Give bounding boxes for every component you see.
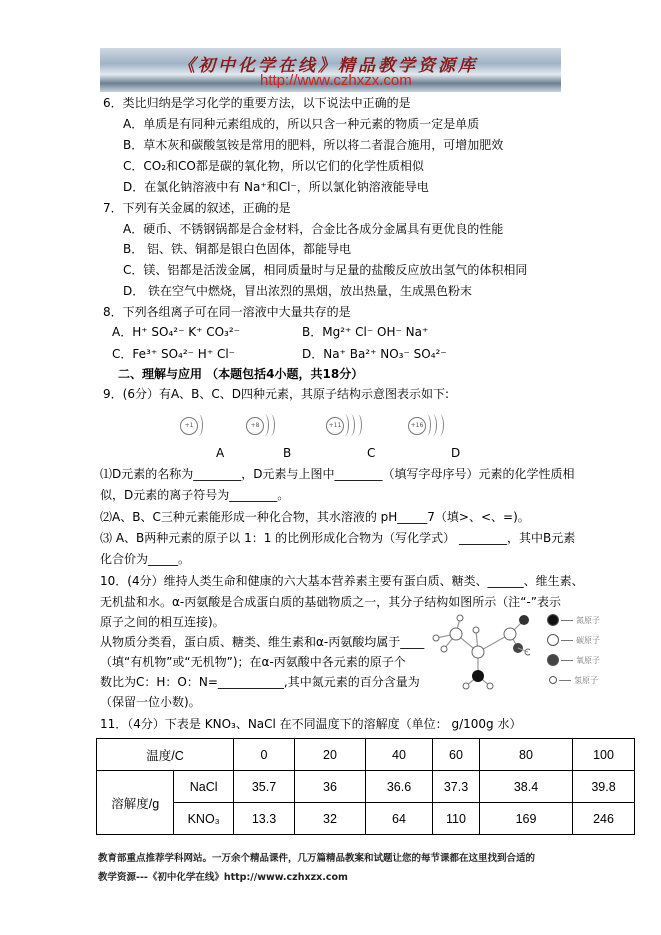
q8-option-d: D．Na⁺ Ba²⁺ NO₃⁻ SO₄²⁻ [302,347,447,361]
table-cell: 35.7 [234,771,295,803]
banner-url[interactable]: http://www.czhxzx.com [260,72,412,89]
q8-option-a: A．H⁺ SO₄²⁻ K⁺ CO₃²⁻ [112,325,241,339]
table-cell: 64 [366,803,433,835]
q7-option-b: B． 铝、铁、铜都是银白色固体，都能导电 [123,242,352,256]
q11-stem: 11．（4分）下表是 KNO₃、NaCl 在不同温度下的溶解度（单位： g/100g 水） [100,717,522,731]
table-cell: 36.6 [366,771,433,803]
q8-stem: 8．下列各组离子可在同一溶液中大量共存的是 [103,305,351,319]
table-header-row [97,739,635,771]
q9-part3-line1: ⑶ A、B两种元素的原子以 1：1 的比例形成化合物为（写化学式） ________，其中B元素 [100,531,576,545]
q9-part3-line2: 化合价为_____。 [100,552,191,566]
footer-line2[interactable]: 教学资源---《初中化学在线》http://www.czhxzx.com [98,872,348,883]
q10-line2: 无机盐和水。α-丙氨酸是合成蛋白质的基础物质之一，其分子结构如图所示（注“-”表示 [100,595,562,609]
legend-oxygen: 氧原子 [547,650,600,670]
legend-hydrogen: 氢原子 [547,670,600,690]
table-cell: 246 [573,803,635,835]
q7-option-c: C．镁、铝都是活泼金属，相同质量时与足量的盐酸反应放出氢气的体积相同 [123,263,528,277]
q9-stem: 9．(6分）有A、B、C、D四种元素，其原子结构示意图表示如下: [103,387,450,401]
table-cell: 39.8 [573,771,635,803]
table-cell: 40 [366,739,433,771]
table-cell: 80 [480,739,573,771]
banner-title: 《初中化学在线》精品教学资源库 [178,56,478,76]
table-cell: 100 [573,739,635,771]
q9-part1-line2: 似，D元素的离子符号为________。 [100,488,290,502]
atom-label-d: D [451,446,461,460]
q9-part1-line1: ⑴D元素的名称为________，D元素与上图中________（填写字母序号）元素的化学性质相 [100,467,575,481]
legend-carbon: 碳原子 [547,630,600,650]
q10-line6: 数比为C：H：O：N=___________,其中氮元素的百分含量为 [100,675,420,689]
q6-option-b: B．草木灰和碳酸氢铵是常用的肥料，所以将二者混合施用，可增加肥效 [123,138,504,152]
q8-option-b: B．Mg²⁺ Cl⁻ OH⁻ Na⁺ [302,325,429,339]
table-cell: 110 [433,803,480,835]
q9-part2: ⑵A、B、C三种元素能形成一种化合物，其水溶液的 pH_____7（填>、<、=)。 [100,510,530,524]
q10-line4: 从物质分类看，蛋白质、糖类、维生素和α-丙氨酸均属于____ [100,635,425,649]
section-heading: 二、理解与应用 （本题包括4小题，共18分） [118,367,364,381]
q7-option-a: A．硬币、不锈钢锅都是合金材料，合金比各成分金属具有更优良的性能 [123,222,504,236]
table-cell: 13.3 [234,803,295,835]
q10-line5: （填“有机物”或“无机物”)；在α-丙氨酸中各元素的原子个 [100,655,406,669]
molecule-legend [547,610,600,690]
table-cell: 0 [234,739,295,771]
table-cell: 20 [295,739,366,771]
q10-line3: 原子之间的相互连接)。 [100,615,225,629]
table-cell: 36 [295,771,366,803]
q6-stem: 6．类比归纳是学习化学的重要方法，以下说法中正确的是 [103,96,411,110]
row-name: NaCl [174,771,234,803]
temp-label: 温度/C [97,739,234,771]
q8-option-c: C．Fe³⁺ SO₄²⁻ H⁺ Cl⁻ [112,347,236,361]
q7-option-d: D． 铁在空气中燃烧，冒出浓烈的黑烟，放出热量，生成黑色粉末 [123,284,473,298]
atomic-structure-diagrams: +1 +8 +11 +16 [0,412,661,442]
table-cell: 37.3 [433,771,480,803]
banner-image [100,48,561,92]
solubility-table [96,738,635,835]
q6-option-c: C．CO₂和CO都是碳的氧化物，所以它们的化学性质相似 [123,159,424,173]
table-cell: 38.4 [480,771,573,803]
atom-label-b: B [283,446,292,460]
q10-line1: 10．(4分）维持人类生命和健康的六大基本营养素主要有蛋白质、糖类、______、维生素、 [100,574,584,588]
solubility-label: 溶解度/g [97,771,174,835]
q7-stem: 7．下列有关金属的叙述，正确的是 [103,201,291,215]
q6-option-d: D．在氯化钠溶液中有 Na⁺和Cl⁻，所以氯化钠溶液能导电 [123,180,429,194]
legend-nitrogen: 氮原子 [547,610,600,630]
row-name: KNO₃ [174,803,234,835]
table-cell: 32 [295,803,366,835]
table-cell: 60 [433,739,480,771]
atom-label-a: A [216,446,225,460]
table-cell: 169 [480,803,573,835]
q6-option-a: A．单质是有同种元素组成的，所以只含一种元素的物质一定是单质 [123,117,480,131]
alanine-molecule-diagram [420,612,530,692]
table-row [97,803,635,835]
atom-label-c: C [367,446,376,460]
q10-line7: （保留一位小数)。 [100,695,201,709]
table-row [97,771,635,803]
footer-line1: 教育部重点推荐学科网站。一万余个精品课件，几万篇精品教案和试题让您的每节课都在这里找到合适的 [98,853,536,864]
